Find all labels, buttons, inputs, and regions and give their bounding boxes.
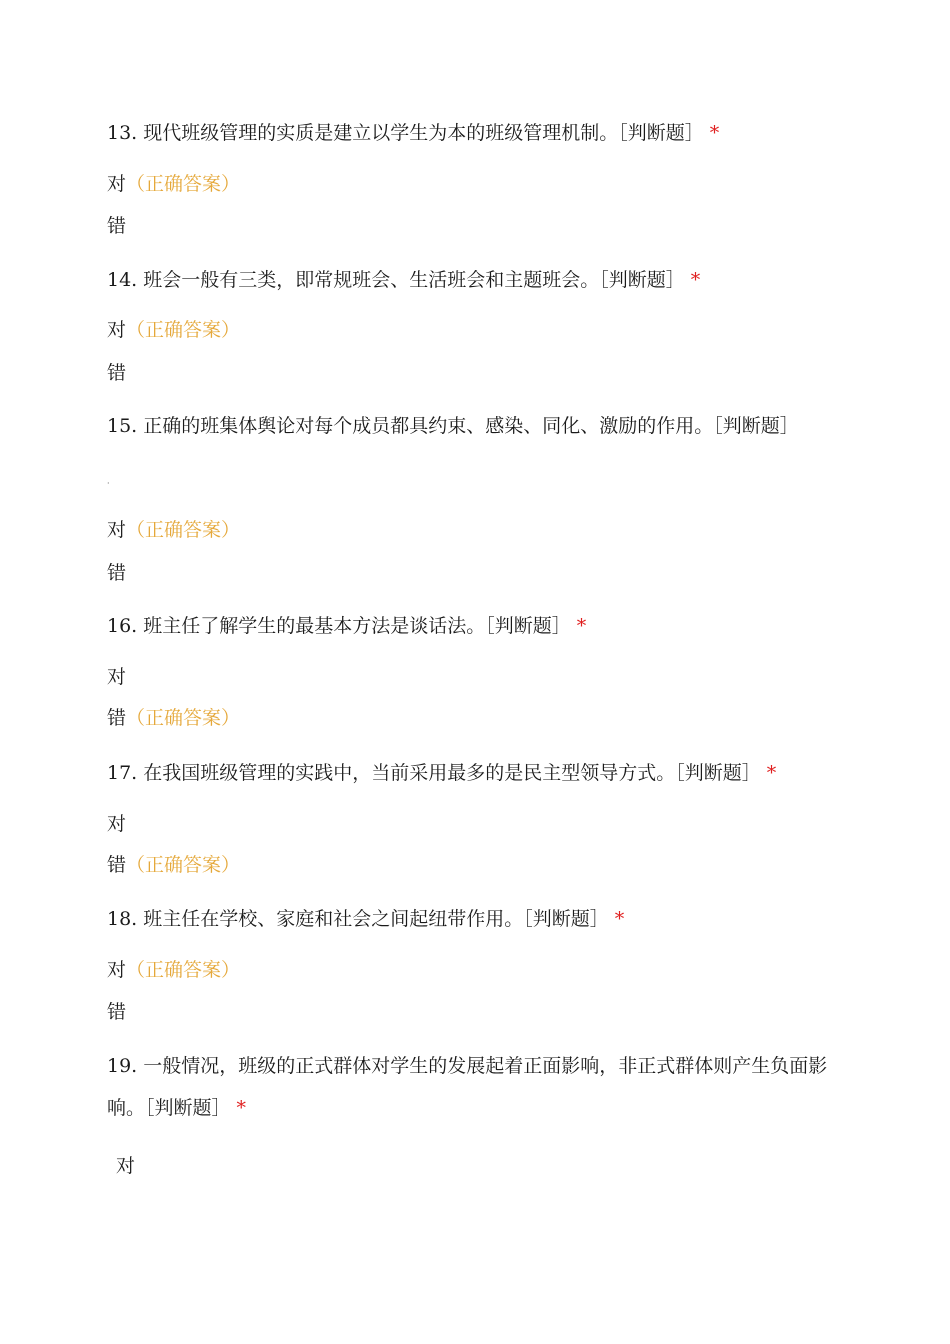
option-false[interactable] <box>107 562 126 584</box>
option-label: 对 <box>107 813 127 835</box>
question-text: 班会一般有三类，即常规班会、生活班会和主题班会。［判断题］ <box>143 269 685 291</box>
required-mark: * <box>576 615 587 637</box>
option-label: 对 <box>107 519 127 541</box>
option-false[interactable] <box>107 707 240 729</box>
correct-answer-note: （正确答案） <box>126 854 241 876</box>
question-text: 班主任在学校、家庭和社会之间起纽带作用。［判断题］ <box>143 908 609 930</box>
option-label: 对 <box>107 666 127 688</box>
question-14 <box>107 269 842 291</box>
option-false[interactable] <box>107 854 240 876</box>
question-15 <box>107 415 842 437</box>
question-number: 14. <box>107 269 138 291</box>
question-16 <box>107 615 842 637</box>
required-mark: * <box>690 269 701 291</box>
required-mark: * <box>614 908 625 930</box>
option-label: 对 <box>107 959 127 981</box>
question-number: 18. <box>107 908 138 930</box>
correct-answer-note: （正确答案） <box>126 707 241 729</box>
required-mark: * <box>236 1097 247 1119</box>
question-17 <box>107 762 842 784</box>
option-label: 对 <box>107 319 127 341</box>
question-text: 在我国班级管理的实践中，当前采用最多的是民主型领导方式。［判断题］ <box>143 762 761 784</box>
question-number: 17. <box>107 762 138 784</box>
option-false[interactable] <box>107 1001 126 1023</box>
question-13 <box>107 122 842 144</box>
question-number: 19. <box>107 1055 138 1077</box>
option-true[interactable] <box>107 519 240 541</box>
option-true[interactable] <box>107 319 240 341</box>
question-text: 现代班级管理的实质是建立以学生为本的班级管理机制。［判断题］ <box>143 122 704 144</box>
correct-answer-note: （正确答案） <box>126 519 241 541</box>
option-label: 对 <box>116 1155 136 1177</box>
required-mark: * <box>709 122 720 144</box>
option-label: 错 <box>107 707 127 729</box>
option-label: 错 <box>107 562 127 584</box>
required-mark: * <box>766 762 777 784</box>
option-label: 对 <box>107 173 127 195</box>
question-number: 16. <box>107 615 138 637</box>
correct-answer-note: （正确答案） <box>126 173 241 195</box>
option-label: 错 <box>107 854 127 876</box>
option-true[interactable] <box>107 813 126 835</box>
option-true[interactable] <box>107 959 240 981</box>
option-true[interactable] <box>107 173 240 195</box>
option-true[interactable] <box>107 666 126 688</box>
question-text: 班主任了解学生的最基本方法是谈话法。［判断题］ <box>143 615 571 637</box>
option-label: 错 <box>107 1001 127 1023</box>
correct-answer-note: （正确答案） <box>126 319 241 341</box>
option-label: 错 <box>107 215 127 237</box>
option-label: 错 <box>107 362 127 384</box>
question-number: 15. <box>107 415 138 437</box>
correct-answer-note: （正确答案） <box>126 959 241 981</box>
option-false[interactable] <box>107 362 126 384</box>
question-19 <box>107 1045 842 1129</box>
option-true[interactable] <box>116 1155 135 1177</box>
question-18 <box>107 908 842 930</box>
option-false[interactable] <box>107 215 126 237</box>
question-number: 13. <box>107 122 138 144</box>
stray-mark: · <box>107 479 110 488</box>
question-text: 正确的班集体舆论对每个成员都具约束、感染、同化、激励的作用。［判断题］ <box>143 415 799 437</box>
question-text: 一般情况，班级的正式群体对学生的发展起着正面影响，非正式群体则产生负面影响。［判断题］ <box>107 1055 828 1119</box>
